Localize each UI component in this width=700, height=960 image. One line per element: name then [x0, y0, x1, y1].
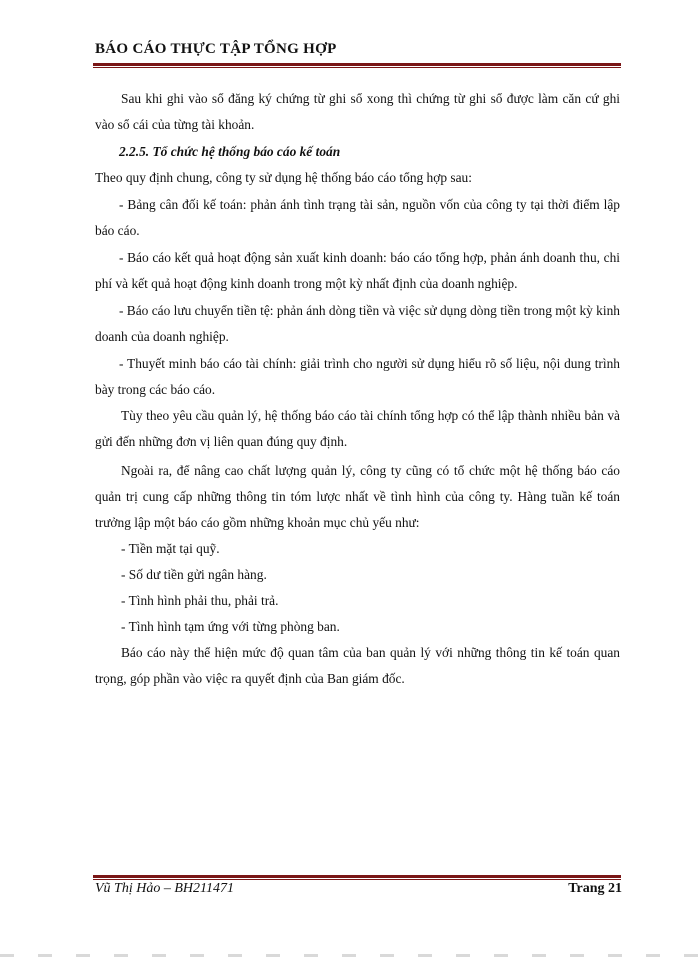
list-item-advances: - Tình hình tạm ứng với từng phòng ban. — [121, 619, 340, 634]
footer-author: Vũ Thị Hảo – BH211471 — [95, 881, 234, 896]
list-item-receivables: - Tình hình phải thu, phải trả. — [121, 593, 279, 608]
internal-report-paragraph: Ngoài ra, để nâng cao chất lượng quản lý, công ty cũng có tổ chức một hệ thống báo cáo quản trị cung cấp những thông tin tóm lược nhất về tình hình của công ty. Hàng tuần kế toán trưởng lập một báo cáo gồm những khoản mục chủ yếu như: — [95, 463, 620, 530]
intro-paragraph: Sau khi ghi vào sổ đăng ký chứng từ ghi sổ xong thì chứng từ ghi sổ được làm căn cứ ghi vào sổ cái của từng tài khoản. — [95, 91, 620, 132]
page-body — [95, 86, 620, 692]
list-item-bank-balance: - Số dư tiền gửi ngân hàng. — [121, 567, 267, 582]
header-title: BÁO CÁO THỰC TẬP TỔNG HỢP — [95, 41, 337, 57]
header-rule — [93, 63, 621, 68]
management-paragraph: Tùy theo yêu cầu quản lý, hệ thống báo cáo tài chính tổng hợp có thể lập thành nhiều bản và gửi đến những đơn vị liên quan đúng quy định. — [95, 408, 620, 449]
footer-rule — [93, 875, 621, 880]
report-item-balance-sheet: - Bảng cân đối kế toán: phản ánh tình trạng tài sản, nguồn vốn của công ty tại thời điểm lập báo cáo. — [95, 197, 620, 238]
list-item-cash: - Tiền mặt tại quỹ. — [121, 541, 220, 556]
bottom-dotted-border — [0, 954, 700, 957]
page-number: Trang 21 — [568, 881, 622, 896]
section-heading: 2.2.5. Tổ chức hệ thống báo cáo kế toán — [119, 144, 341, 159]
report-item-cash-flow: - Báo cáo lưu chuyển tiền tệ: phản ánh dòng tiền và việc sử dụng dòng tiền trong một kỳ kinh doanh của doanh nghiệp. — [95, 303, 620, 344]
report-item-income-statement: - Báo cáo kết quả hoạt động sản xuất kinh doanh: báo cáo tổng hợp, phản ánh doanh thu, chi phí và kết quả hoạt động kinh doanh trong một kỳ nhất định của doanh nghiệp. — [95, 250, 620, 291]
report-item-notes: - Thuyết minh báo cáo tài chính: giải trình cho người sử dụng hiểu rõ số liệu, nội dung trình bày trong các báo cáo. — [95, 356, 620, 397]
closing-paragraph: Báo cáo này thể hiện mức độ quan tâm của ban quản lý với những thông tin kế toán quan trọng, góp phần vào việc ra quyết định của Ban giám đốc. — [95, 645, 620, 686]
lead-paragraph: Theo quy định chung, công ty sử dụng hệ thống báo cáo tổng hợp sau: — [95, 170, 472, 185]
